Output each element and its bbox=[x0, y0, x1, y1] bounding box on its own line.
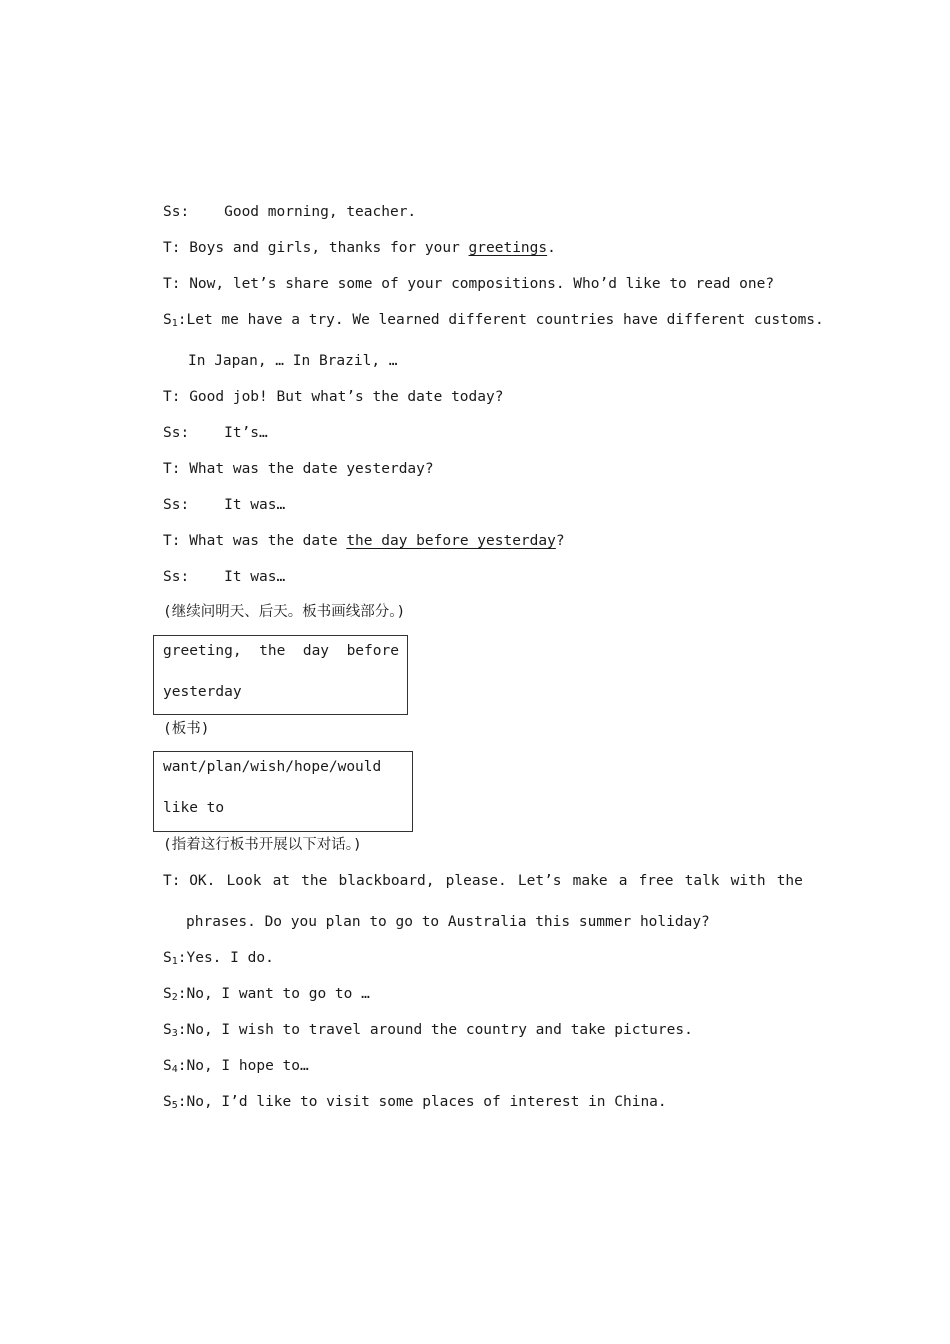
speaker-number: 1 bbox=[171, 318, 178, 329]
text-segment: :No, I want to go to … bbox=[177, 986, 370, 1002]
speaker-number: 1 bbox=[171, 956, 178, 967]
dialogue-line: Ss: It’s… bbox=[163, 425, 268, 441]
text-segment: :No, I’d like to visit some places of interest in China. bbox=[177, 1094, 667, 1110]
dialogue-line bbox=[163, 871, 803, 891]
speaker-letter: S bbox=[163, 950, 172, 966]
blackboard-box-2 bbox=[153, 751, 413, 832]
blackboard-word: the bbox=[259, 643, 286, 659]
word: Let’s bbox=[517, 873, 562, 889]
speaker-letter: S bbox=[163, 1058, 172, 1074]
text-segment: T: Boys and girls, thanks for your bbox=[163, 240, 469, 256]
blackboard-row: want/plan/wish/hope/would bbox=[163, 759, 382, 775]
text-segment: T: What was the date bbox=[163, 533, 347, 549]
underlined-phrase: the day before yesterday bbox=[346, 533, 556, 549]
blackboard-row bbox=[163, 641, 399, 661]
speaker-letter: S bbox=[163, 986, 172, 1002]
dialogue-line bbox=[163, 1056, 309, 1080]
underlined-phrase: greetings bbox=[468, 240, 548, 256]
dialogue-line bbox=[163, 948, 274, 972]
speaker-number: 2 bbox=[171, 992, 178, 1003]
word: at bbox=[272, 873, 291, 889]
speaker-letter: S bbox=[163, 1022, 172, 1038]
dialogue-line: T: Good job! But what’s the date today? bbox=[163, 389, 504, 405]
dialogue-line: T: What was the date yesterday? bbox=[163, 461, 434, 477]
text-segment: :No, I hope to… bbox=[177, 1058, 309, 1074]
dialogue-line-continuation: phrases. Do you plan to go to Australia this summer holiday? bbox=[186, 914, 710, 930]
word: blackboard, bbox=[338, 873, 435, 889]
word: the bbox=[776, 873, 803, 889]
dialogue-line: Ss: Good morning, teacher. bbox=[163, 204, 417, 220]
word: the bbox=[301, 873, 328, 889]
dialogue-line: Ss: It was… bbox=[163, 569, 286, 585]
instruction-note: (指着这行板书开展以下对话。) bbox=[163, 837, 362, 853]
dialogue-line bbox=[163, 310, 824, 334]
word: talk bbox=[684, 873, 720, 889]
word: Look bbox=[226, 873, 262, 889]
text-segment: :No, I wish to travel around the country and take pictures. bbox=[177, 1022, 693, 1038]
speaker-letter: S bbox=[163, 312, 172, 328]
blackboard-word: before bbox=[346, 643, 399, 659]
dialogue-line bbox=[163, 238, 556, 258]
speaker-number: 5 bbox=[171, 1100, 178, 1111]
word: free bbox=[638, 873, 674, 889]
text-segment: ? bbox=[555, 533, 565, 549]
text-segment: :Yes. I do. bbox=[177, 950, 274, 966]
speaker-number: 4 bbox=[171, 1064, 178, 1075]
word: T: OK. bbox=[163, 873, 216, 889]
dialogue-line: T: Now, let’s share some of your compositions. Who’d like to read one? bbox=[163, 276, 775, 292]
instruction-note: (继续问明天、后天。板书画线部分。) bbox=[163, 604, 406, 620]
word: please. bbox=[445, 873, 507, 889]
text-segment: :Let me have a try. We learned different countries have different customs. bbox=[177, 312, 824, 328]
dialogue-line: Ss: It was… bbox=[163, 497, 286, 513]
blackboard-row: like to bbox=[163, 800, 225, 816]
word: a bbox=[618, 873, 628, 889]
dialogue-line-continuation: In Japan, … In Brazil, … bbox=[188, 353, 398, 369]
dialogue-line bbox=[163, 1020, 693, 1044]
board-label: (板书) bbox=[163, 721, 210, 737]
dialogue-line bbox=[163, 531, 565, 551]
text-segment: . bbox=[547, 240, 556, 256]
dialogue-line bbox=[163, 984, 370, 1008]
speaker-number: 3 bbox=[171, 1028, 178, 1039]
word: with bbox=[730, 873, 766, 889]
blackboard-row: yesterday bbox=[163, 684, 242, 700]
dialogue-line bbox=[163, 1092, 667, 1116]
speaker-letter: S bbox=[163, 1094, 172, 1110]
blackboard-word: greeting, bbox=[163, 643, 242, 659]
blackboard-word: day bbox=[302, 643, 330, 659]
word: make bbox=[572, 873, 608, 889]
blackboard-box-1 bbox=[153, 635, 408, 715]
